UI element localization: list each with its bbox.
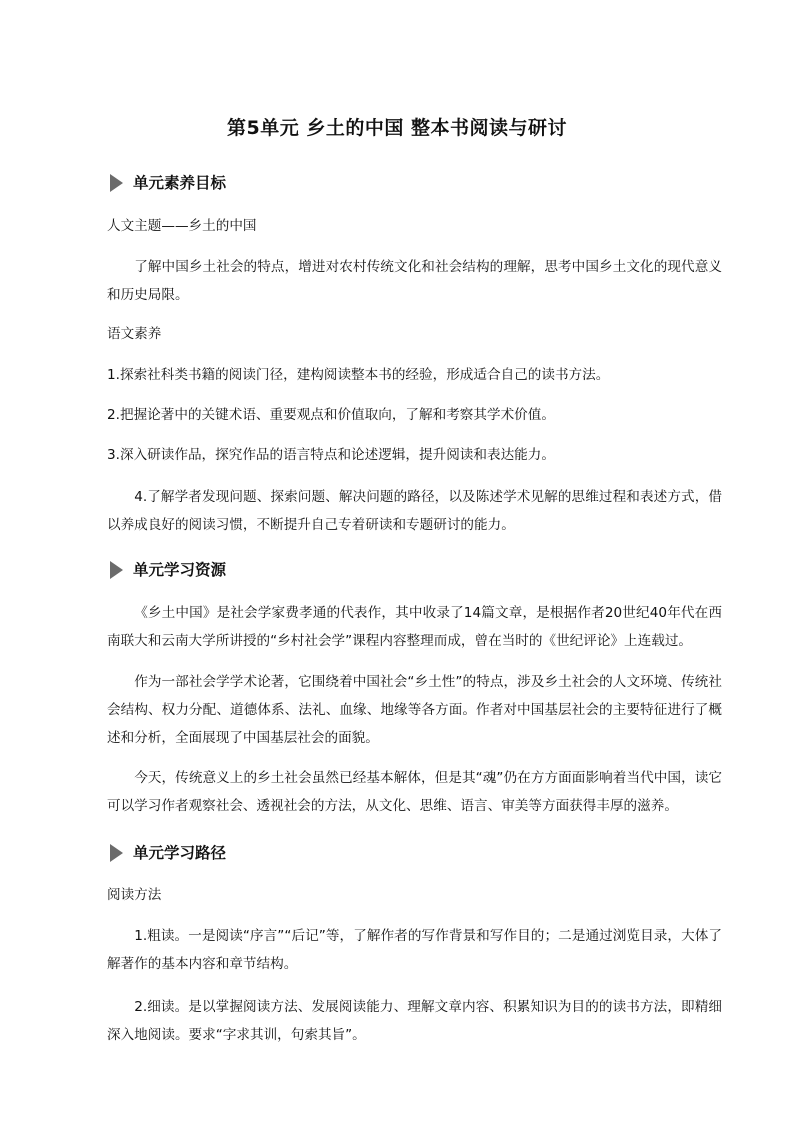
section-heading-text: 单元学习资源 (133, 561, 227, 579)
section-heading-text: 单元素养目标 (133, 174, 227, 192)
theme-label: 人文主题——乡土的中国 (107, 218, 257, 234)
method-label: 阅读方法 (107, 887, 162, 903)
resource-paragraph: 今天，传统意义上的乡土社会虽然已经基本解体，但是其“魂”仍在方方面面影响着当代中国，读它可以学习作者观察社会、透视社会的方法，从文化、思维、语言、审美等方面获得丰厚的滋养。 (107, 770, 722, 814)
section-heading-text: 单元学习路径 (133, 844, 227, 862)
goal-item: 3.深入研读作品，探究作品的语言特点和论述逻辑，提升阅读和表达能力。 (107, 447, 555, 463)
goal-item: 4.了解学者发现问题、探索问题、解决问题的路径，以及陈述学术见解的思维过程和表述方式，借以养成良好的阅读习惯，不断提升自己专着研读和专题研讨的能力。 (107, 489, 722, 533)
section-heading-path (110, 842, 226, 864)
method-item: 1.粗读。一是阅读“序言”“后记”等，了解作者的写作背景和写作目的；二是通过浏览目录，大体了解著作的基本内容和章节结构。 (107, 928, 722, 972)
page-title: 第5单元 乡土的中国 整本书阅读与研讨 (227, 117, 567, 139)
method-item: 2.细读。是以掌握阅读方法、发展阅读能力、理解文章内容、积累知识为目的的读书方法，即精细深入地阅读。要求“字求其训，句索其旨”。 (107, 999, 722, 1043)
goal-item: 1.探索社科类书籍的阅读门径，建构阅读整本书的经验，形成适合自己的读书方法。 (107, 367, 610, 383)
resource-paragraph: 作为一部社会学学术论著，它围绕着中国社会“乡土性”的特点，涉及乡土社会的人文环境、传统社会结构、权力分配、道德体系、法礼、血缘、地缘等各方面。作者对中国基层社会的主要特征进行了概述和分析，全面展现了中国基层社会的面貌。 (107, 674, 722, 746)
goal-item: 2.把握论著中的关键术语、重要观点和价值取向，了解和考察其学术价值。 (107, 407, 555, 423)
theme-paragraph: 了解中国乡土社会的特点，增进对农村传统文化和社会结构的理解，思考中国乡土文化的现代意义和历史局限。 (107, 259, 722, 303)
triangle-bullet-icon (110, 174, 123, 192)
triangle-bullet-icon (110, 561, 123, 579)
literacy-label: 语文素养 (107, 326, 162, 342)
triangle-bullet-icon (110, 844, 123, 862)
section-heading-resources (110, 559, 226, 581)
section-heading-goals (110, 172, 226, 194)
resource-paragraph: 《乡土中国》是社会学家费孝通的代表作，其中收录了14篇文章，是根据作者20世纪40年代在西南联大和云南大学所讲授的“乡村社会学”课程内容整理而成，曾在当时的《世纪评论》上连载过。 (107, 605, 722, 649)
